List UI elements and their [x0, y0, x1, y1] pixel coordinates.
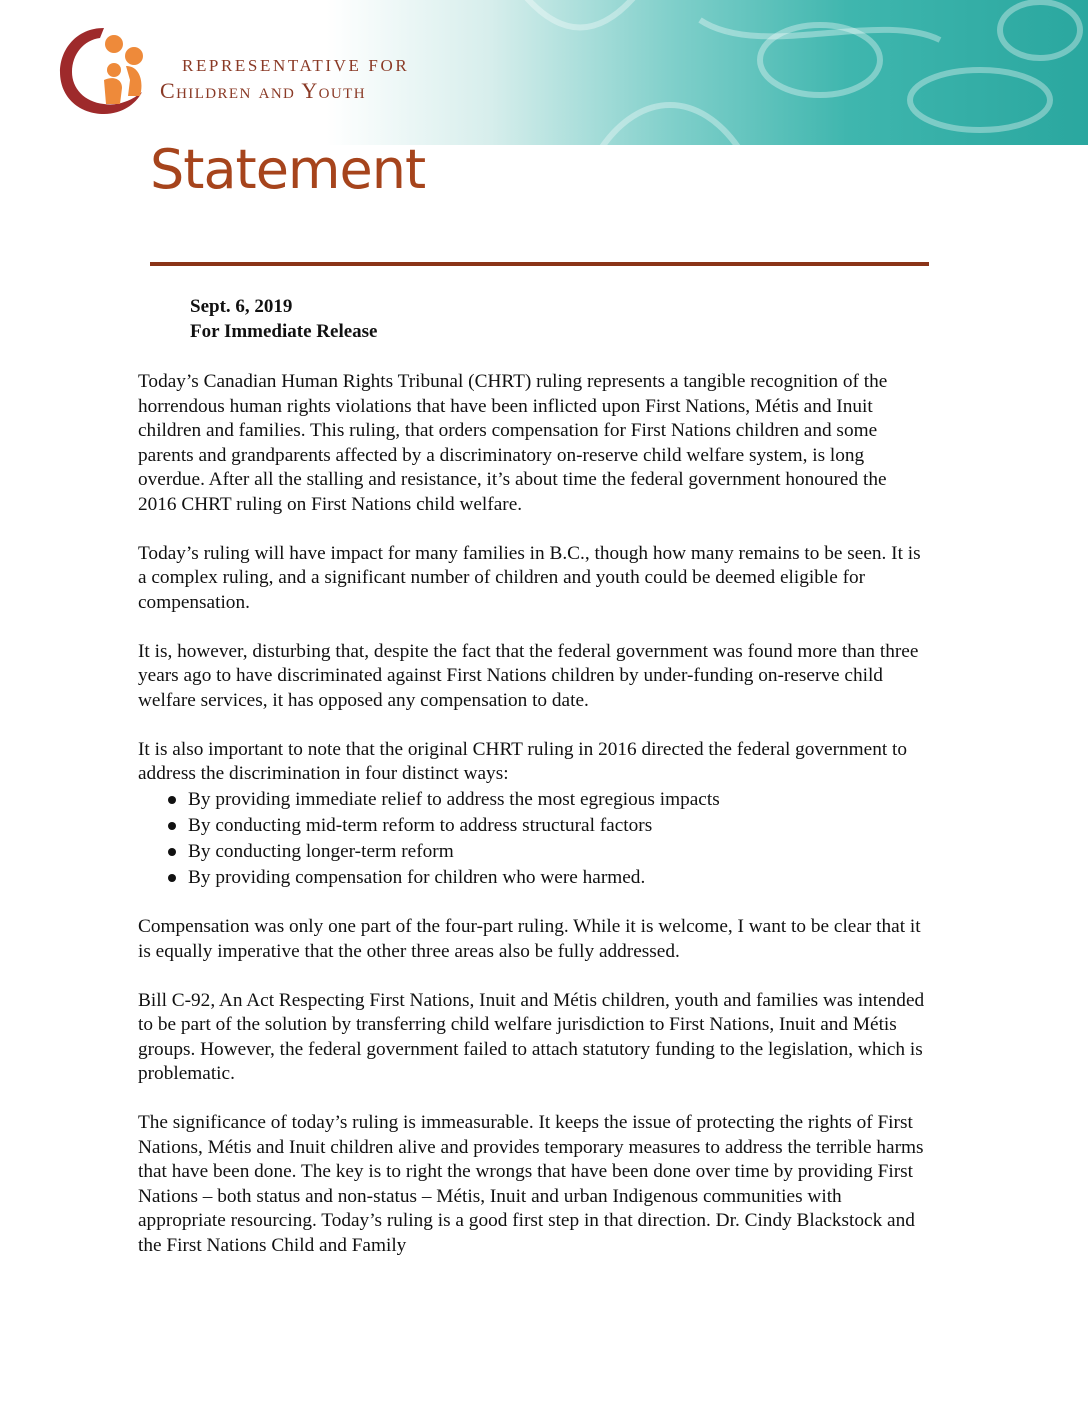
- statement-body: [138, 370, 928, 1283]
- paragraph: Today’s ruling will have impact for many families in B.C., though how many remains to be seen. It is a complex ruling, and a significant number of children and youth could be deemed eligible for compensation.: [138, 542, 921, 613]
- paragraph: The significance of today’s ruling is immeasurable. It keeps the issue of protecting the rights of First Nations, Métis and Inuit children alive and provides temporary measures to address the terrible harms that have been done. The key is to right the wrongs that have been done over time by providing First Nations – both status and non-status – Métis, Inuit and urban Indigenous communities with appropriate resourcing. Today’s ruling is a good first step in that direction. Dr. Cindy Blackstock and the First Nations Child and Family: [138, 1112, 924, 1256]
- list-item-text: By conducting longer-term reform: [188, 840, 454, 862]
- org-name-line2: Children and Youth: [160, 78, 366, 103]
- paragraph: Today’s Canadian Human Rights Tribunal (CHRT) ruling represents a tangible recognition of the horrendous human rights violations that have been inflicted upon First Nations, Métis and Inuit children and families. This ruling, that orders compensation for First Nations children and some parents and grandparents affected by a discriminatory on-reserve child welfare system, is long overdue. After all the stalling and resistance, it’s about time the federal government honoured the 2016 CHRT ruling on First Nations child welfare.: [138, 371, 888, 515]
- paragraph: It is, however, disturbing that, despite the fact that the federal government was found more than three years ago to have discriminated against First Nations children by under-funding on-reserve child welfare services, it has opposed any compensation to date.: [138, 640, 919, 711]
- header-banner: [0, 0, 1088, 145]
- list-item: [168, 839, 928, 865]
- org-name-line1: REPRESENTATIVE FOR: [182, 56, 410, 75]
- list-item-text: By providing compensation for children who were harmed.: [188, 866, 646, 888]
- list-item-text: By providing immediate relief to address the most egregious impacts: [188, 788, 720, 810]
- list-item-text: By conducting mid-term reform to address structural factors: [188, 814, 653, 836]
- list-item: [168, 787, 928, 813]
- bullet-icon: [168, 822, 176, 830]
- title-divider: [150, 262, 929, 266]
- release-date: Sept. 6, 2019: [190, 296, 293, 317]
- rcy-logo-icon: [56, 22, 146, 118]
- list-item: [168, 813, 928, 839]
- bullet-icon: [168, 874, 176, 882]
- bullet-icon: [168, 796, 176, 804]
- formline-pattern: [0, 0, 1088, 145]
- paragraph: Compensation was only one part of the four-part ruling. While it is welcome, I want to be clear that it is equally imperative that the other three areas also be fully addressed.: [138, 916, 921, 962]
- list-item: [168, 865, 928, 891]
- document-type-title: Statement: [150, 138, 426, 201]
- paragraph: It is also important to note that the original CHRT ruling in 2016 directed the federal government to address the discrimination in four distinct ways:: [138, 738, 908, 784]
- bullet-list: [138, 787, 928, 891]
- release-type: For Immediate Release: [190, 321, 378, 342]
- paragraph: Bill C-92, An Act Respecting First Nations, Inuit and Métis children, youth and families was intended to be part of the solution by transferring child welfare jurisdiction to First Nations, Inuit and Métis groups. However, the federal government failed to attach statutory funding to the legislation, which is problematic.: [138, 989, 925, 1084]
- bullet-icon: [168, 848, 176, 856]
